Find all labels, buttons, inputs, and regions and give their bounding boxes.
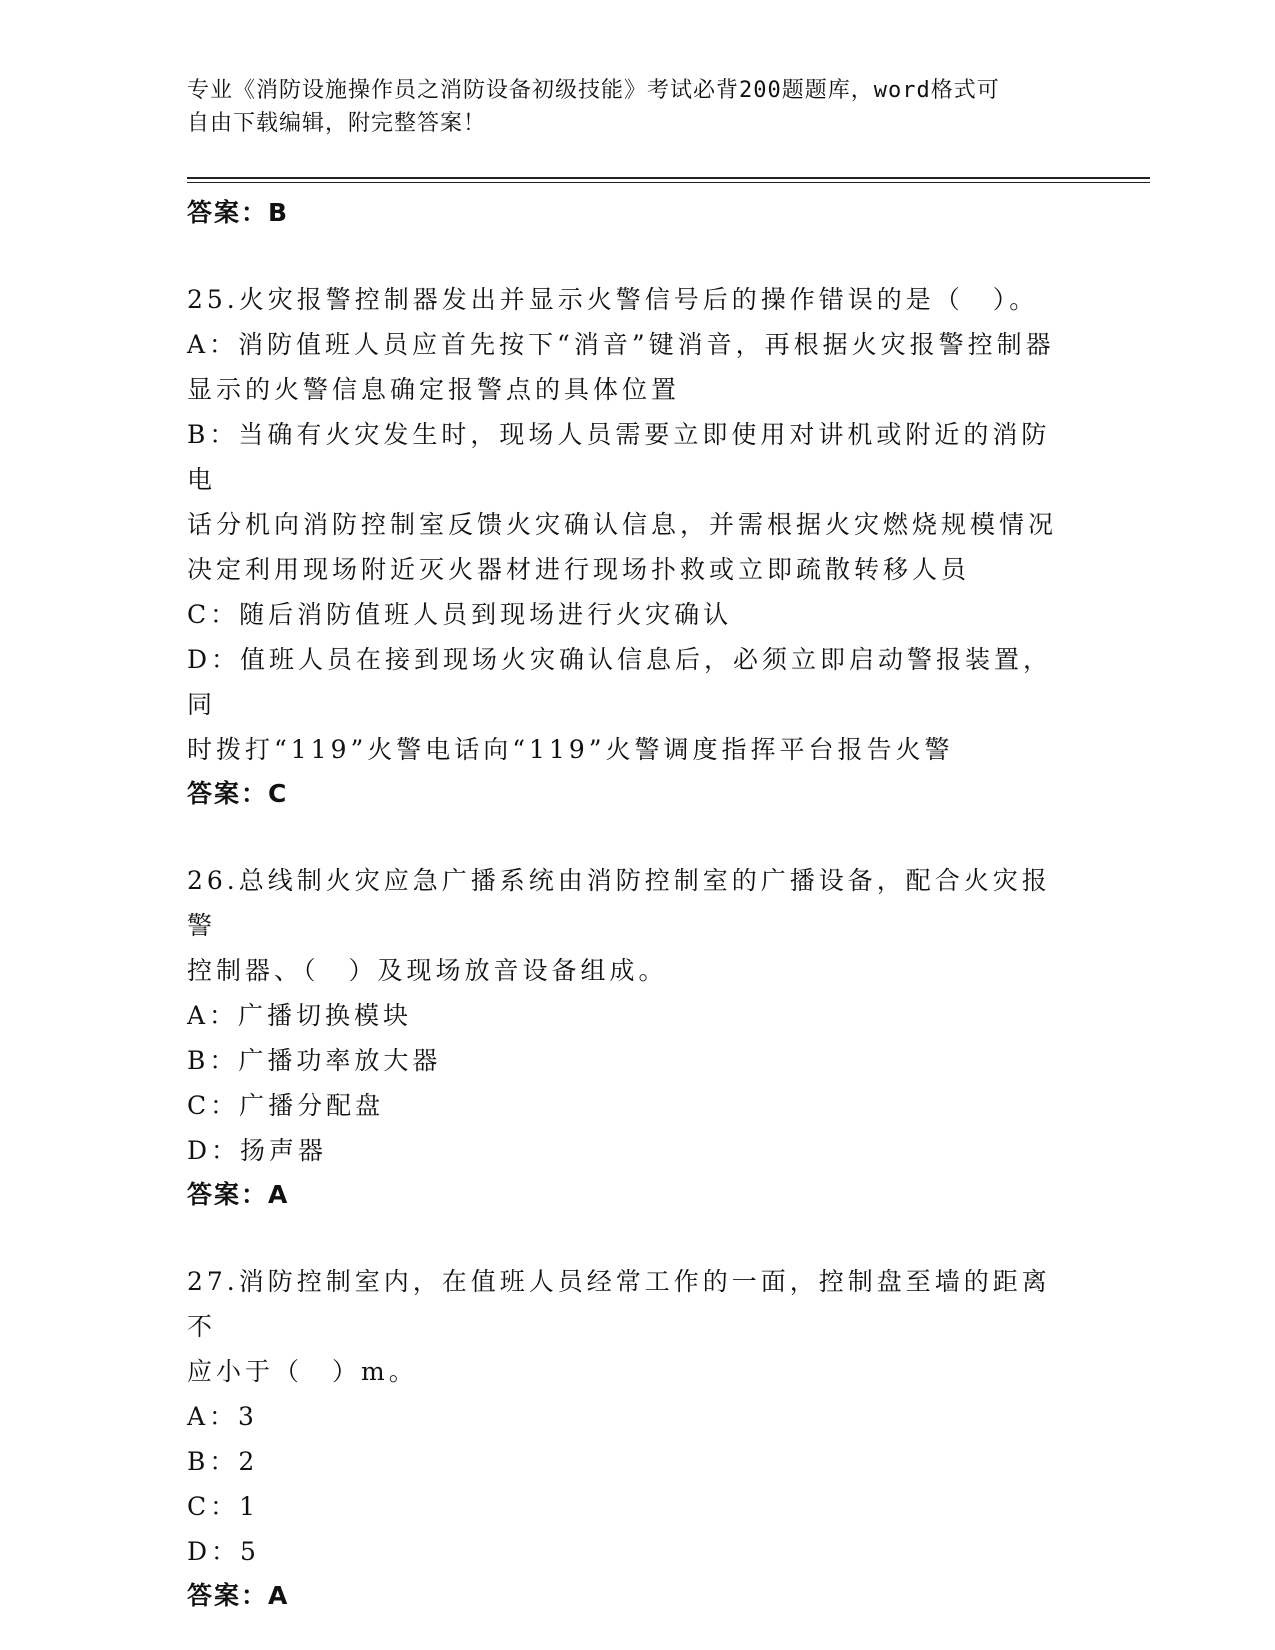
question-answer: 答案：C [187,779,289,808]
spacer [187,816,1067,858]
header-divider-thick [187,177,1150,179]
option-b-line: 决定利用现场附近灭火器材进行现场扑救或立即疏散转移人员 [187,555,971,584]
option-a-line: 显示的火警信息确定报警点的具体位置 [187,375,681,404]
option-c-line: C：随后消防值班人员到现场进行火灾确认 [187,600,733,629]
question-text: 26.总线制火灾应急广播系统由消防控制室的广播设备，配合火灾报警 [187,866,1051,940]
question-answer: 答案：A [187,1581,290,1610]
spacer [187,235,1067,277]
header-divider-thin [187,182,1150,183]
header-line-2: 自由下载编辑，附完整答案！ [187,111,487,136]
question-text: 控制器、（ ）及现场放音设备组成。 [187,956,668,985]
option-d-line: D：扬声器 [187,1136,328,1165]
previous-answer: 答案：B [187,198,290,227]
question-text: 27.消防控制室内，在值班人员经常工作的一面，控制盘至墙的距离不 [187,1267,1051,1341]
option-b-line: B：2 [187,1447,259,1476]
option-a-line: A：广播切换模块 [187,1001,413,1030]
question-answer: 答案：A [187,1180,290,1209]
spacer [187,1217,1067,1259]
question-text: 25.火灾报警控制器发出并显示火警信号后的操作错误的是（ ）。 [187,285,1039,314]
option-d-line: 时拨打“119”火警电话向“119”火警调度指挥平台报告火警 [187,735,954,764]
option-c-line: C：1 [187,1492,260,1521]
question-block [187,1259,1067,1618]
option-b-line: 话分机向消防控制室反馈火灾确认信息，并需根据火灾燃烧规模情况 [187,510,1058,539]
question-block [187,277,1067,816]
option-b-line: B：当确有火灾发生时，现场人员需要立即使用对讲机或附近的消防电 [187,420,1051,494]
question-block [187,858,1067,1217]
question-list [187,191,1067,1618]
option-a-line: A：3 [187,1402,258,1431]
option-c-line: C：广播分配盘 [187,1091,385,1120]
option-d-line: D：5 [187,1537,260,1566]
option-a-line: A：消防值班人员应首先按下“消音”键消音，再根据火灾报警控制器 [187,330,1055,359]
option-b-line: B：广播功率放大器 [187,1046,442,1075]
option-d-line: D：值班人员在接到现场火灾确认信息后，必须立即启动警报装置，同 [187,645,1053,719]
question-text: 应小于（ ）m。 [187,1357,418,1386]
document-header [187,74,1067,140]
header-line-1: 专业《消防设施操作员之消防设备初级技能》考试必背200题题库，word格式可 [187,78,1000,103]
